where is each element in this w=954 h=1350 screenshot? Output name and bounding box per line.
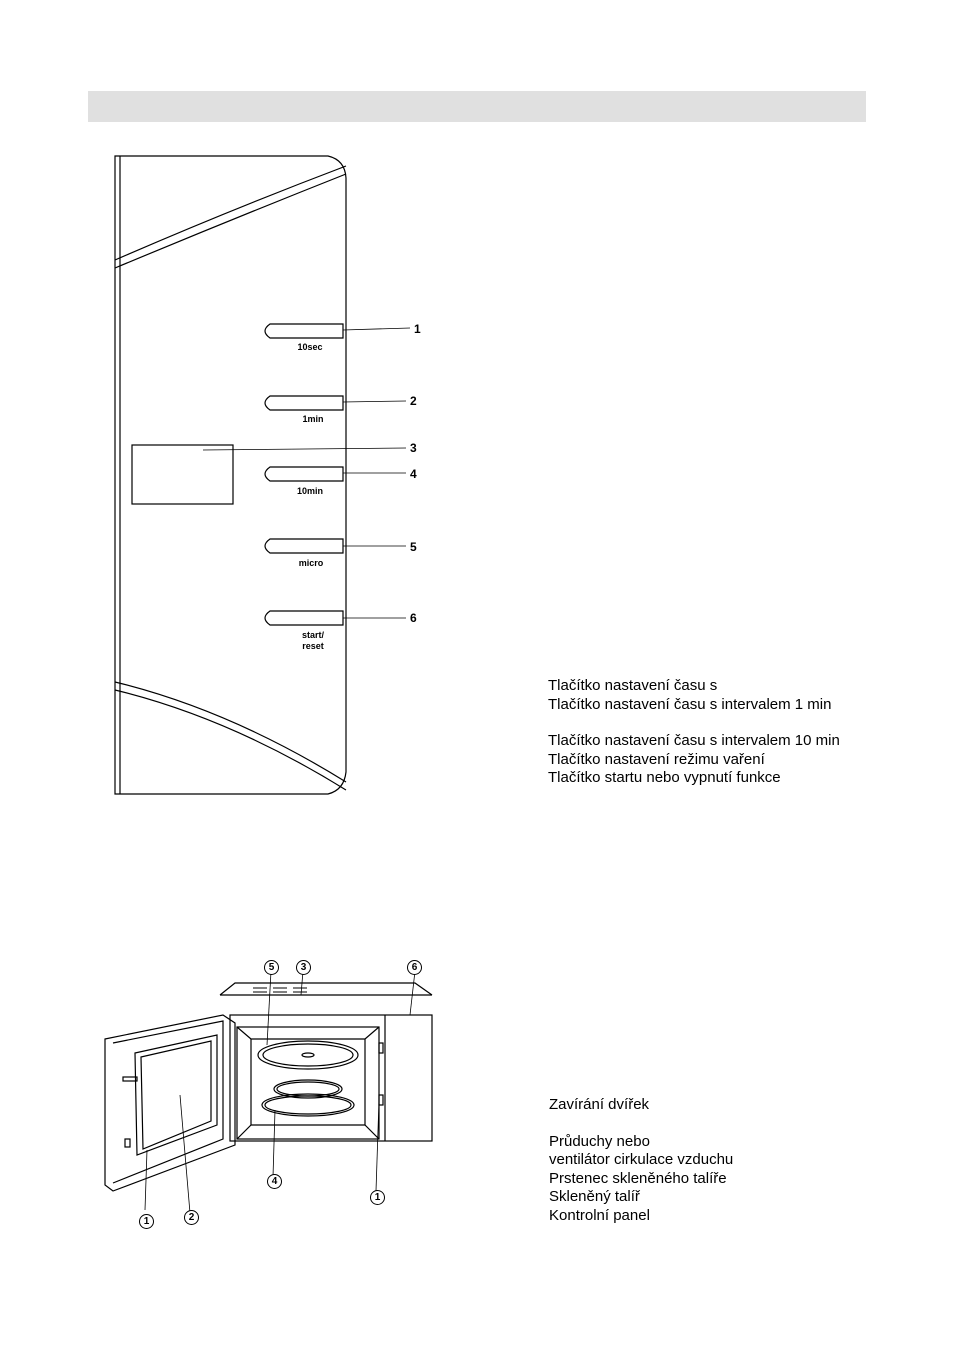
control-panel-description-list [548,677,840,788]
control-panel-drawing [100,150,430,800]
description-item: Průduchy nebo [549,1132,650,1150]
description-item: Tlačítko nastavení času s intervalem 10 min [548,732,840,749]
callout-3: 3 [410,441,417,455]
description-item: ventilátor cirkulace vzduchu [549,1151,734,1168]
description-item: Tlačítko nastavení času s [548,677,718,694]
oven-description-list [549,1096,733,1225]
oven-callout-6: 6 [407,960,422,975]
oven-callout-3: 3 [296,960,311,975]
callout-6: 6 [410,611,417,625]
button-label-micro: micro [298,558,324,568]
description-item: Tlačítko nastavení režimu vaření [548,750,765,768]
callout-5: 5 [410,540,417,554]
description-item: Zavírání dvířek [549,1096,650,1113]
oven-callout-1-latch: 1 [370,1190,385,1205]
description-item: Kontrolní panel [549,1206,650,1224]
callout-1: 1 [414,322,421,336]
oven-callout-4: 4 [267,1174,282,1189]
description-item: Tlačítko nastavení času s intervalem 1 min [548,695,832,713]
description-item: Tlačítko startu nebo vypnutí funkce [548,769,781,786]
oven-callout-2: 2 [184,1210,199,1225]
button-label-start-reset: start/ reset [301,630,324,651]
description-item: Prstenec skleněného talíře [549,1169,727,1187]
button-label-10sec: 10sec [297,342,323,352]
button-label-10min: 10min [296,486,323,496]
button-label-1min: 1min [302,414,324,424]
oven-callout-1-door: 1 [139,1214,154,1229]
section-header-bar [88,91,866,122]
description-item: Skleněný talíř [549,1188,640,1205]
oven-callout-5: 5 [264,960,279,975]
microwave-oven-drawing [95,955,440,1235]
callout-2: 2 [410,394,417,408]
callout-4: 4 [410,467,417,481]
